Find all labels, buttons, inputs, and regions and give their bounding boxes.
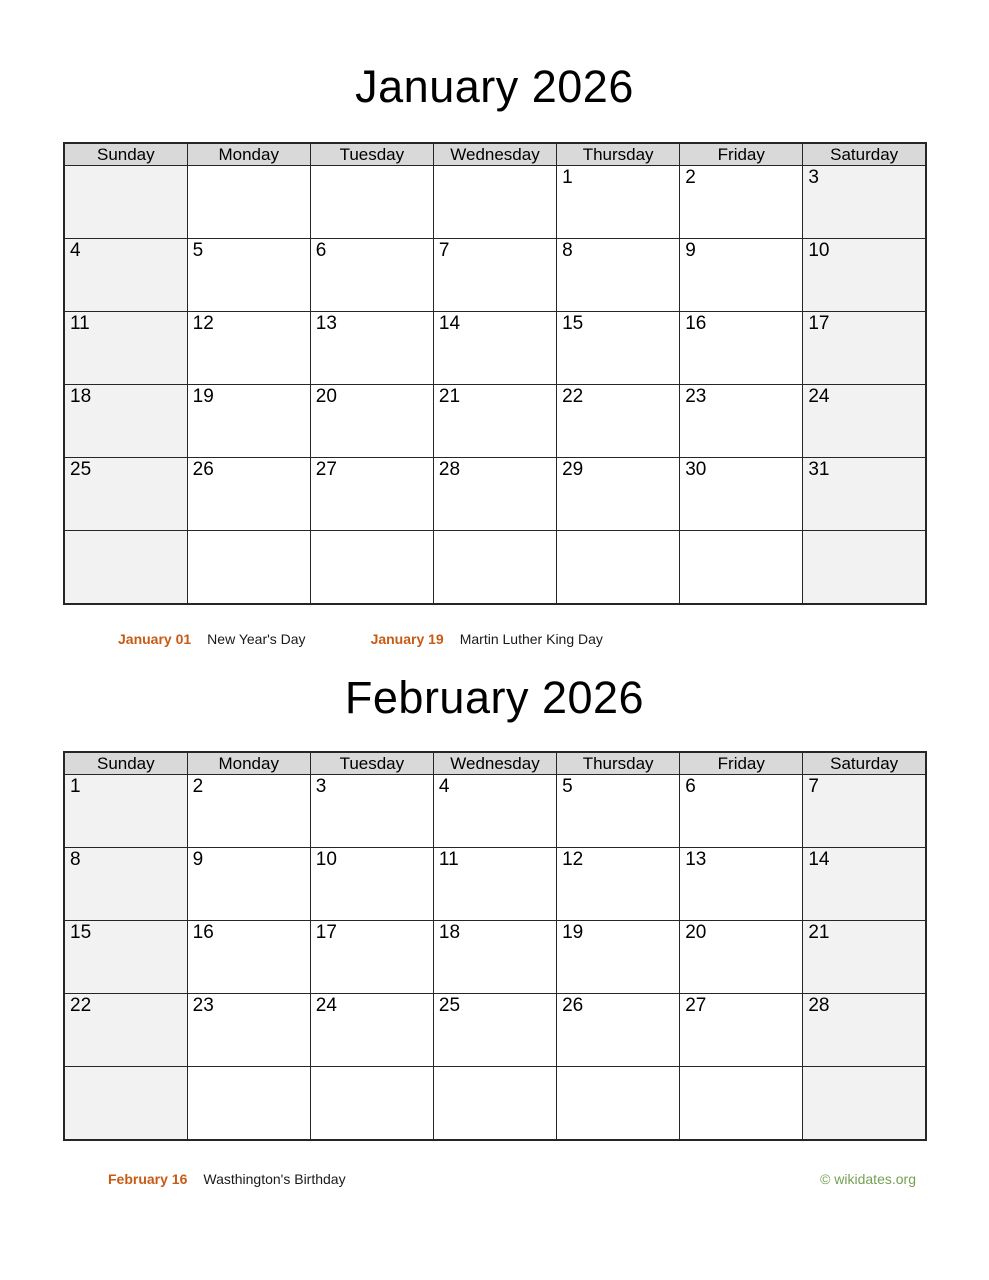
weekday-header-friday: Friday — [680, 143, 803, 166]
weekday-header-row — [64, 752, 926, 775]
february-calendar-table — [63, 751, 927, 1141]
day-cell-2: 2 — [187, 775, 310, 848]
day-cell-12: 12 — [187, 312, 310, 385]
day-cell-4: 4 — [64, 239, 187, 312]
holiday-date: February 16 — [108, 1171, 188, 1187]
week-row — [64, 994, 926, 1067]
day-cell-empty — [557, 531, 680, 605]
day-cell-5: 5 — [557, 775, 680, 848]
weekday-header-thursday: Thursday — [557, 752, 680, 775]
weekday-header-saturday: Saturday — [803, 143, 926, 166]
day-cell-21: 21 — [803, 921, 926, 994]
day-cell-6: 6 — [310, 239, 433, 312]
day-cell-24: 24 — [310, 994, 433, 1067]
day-cell-10: 10 — [803, 239, 926, 312]
day-cell-22: 22 — [557, 385, 680, 458]
day-cell-empty — [433, 1067, 556, 1141]
day-cell-19: 19 — [557, 921, 680, 994]
day-cell-23: 23 — [187, 994, 310, 1067]
january-holiday-list — [118, 631, 989, 647]
january-title: January 2026 — [355, 61, 634, 112]
page-footer — [108, 1171, 916, 1187]
day-cell-empty — [557, 1067, 680, 1141]
day-cell-15: 15 — [64, 921, 187, 994]
day-cell-16: 16 — [680, 312, 803, 385]
day-cell-26: 26 — [557, 994, 680, 1067]
day-cell-17: 17 — [803, 312, 926, 385]
day-cell-8: 8 — [64, 848, 187, 921]
day-cell-23: 23 — [680, 385, 803, 458]
day-cell-19: 19 — [187, 385, 310, 458]
day-cell-7: 7 — [803, 775, 926, 848]
day-cell-empty — [680, 1067, 803, 1141]
day-cell-16: 16 — [187, 921, 310, 994]
february-holiday-list — [108, 1171, 411, 1187]
day-cell-9: 9 — [187, 848, 310, 921]
day-cell-empty — [680, 531, 803, 605]
day-cell-20: 20 — [310, 385, 433, 458]
day-cell-11: 11 — [433, 848, 556, 921]
weekday-header-friday: Friday — [680, 752, 803, 775]
month-section-february — [0, 669, 989, 1141]
day-cell-18: 18 — [433, 921, 556, 994]
weekday-header-tuesday: Tuesday — [310, 752, 433, 775]
day-cell-13: 13 — [680, 848, 803, 921]
day-cell-15: 15 — [557, 312, 680, 385]
day-cell-8: 8 — [557, 239, 680, 312]
day-cell-empty — [310, 1067, 433, 1141]
week-row — [64, 458, 926, 531]
day-cell-14: 14 — [433, 312, 556, 385]
day-cell-empty — [433, 166, 556, 239]
weekday-header-sunday: Sunday — [64, 143, 187, 166]
day-cell-empty — [64, 166, 187, 239]
day-cell-12: 12 — [557, 848, 680, 921]
week-row — [64, 848, 926, 921]
day-cell-11: 11 — [64, 312, 187, 385]
day-cell-29: 29 — [557, 458, 680, 531]
week-row — [64, 385, 926, 458]
day-cell-13: 13 — [310, 312, 433, 385]
weekday-header-row — [64, 143, 926, 166]
day-cell-25: 25 — [64, 458, 187, 531]
weekday-header-thursday: Thursday — [557, 143, 680, 166]
week-row — [64, 166, 926, 239]
day-cell-26: 26 — [187, 458, 310, 531]
day-cell-3: 3 — [310, 775, 433, 848]
day-cell-empty — [433, 531, 556, 605]
day-cell-18: 18 — [64, 385, 187, 458]
weekday-header-monday: Monday — [187, 752, 310, 775]
day-cell-9: 9 — [680, 239, 803, 312]
holiday-name: Wasthington's Birthday — [203, 1171, 346, 1187]
weekday-header-saturday: Saturday — [803, 752, 926, 775]
week-row — [64, 531, 926, 605]
february-weekday-header — [64, 752, 926, 775]
copyright-link[interactable]: © wikidates.org — [820, 1171, 916, 1187]
week-row — [64, 312, 926, 385]
day-cell-empty — [310, 166, 433, 239]
day-cell-empty — [187, 166, 310, 239]
january-weekday-header — [64, 143, 926, 166]
day-cell-17: 17 — [310, 921, 433, 994]
day-cell-7: 7 — [433, 239, 556, 312]
day-cell-3: 3 — [803, 166, 926, 239]
day-cell-2: 2 — [680, 166, 803, 239]
day-cell-27: 27 — [680, 994, 803, 1067]
month-section-january — [0, 58, 989, 647]
day-cell-6: 6 — [680, 775, 803, 848]
day-cell-25: 25 — [433, 994, 556, 1067]
weekday-header-tuesday: Tuesday — [310, 143, 433, 166]
holiday-entry — [108, 1171, 346, 1187]
holiday-name: New Year's Day — [207, 631, 306, 647]
day-cell-empty — [187, 1067, 310, 1141]
day-cell-5: 5 — [187, 239, 310, 312]
holiday-date: January 19 — [370, 631, 444, 647]
weekday-header-monday: Monday — [187, 143, 310, 166]
holiday-name: Martin Luther King Day — [459, 631, 603, 647]
week-row — [64, 1067, 926, 1141]
day-cell-28: 28 — [433, 458, 556, 531]
weekday-header-wednesday: Wednesday — [433, 752, 556, 775]
day-cell-28: 28 — [803, 994, 926, 1067]
weekday-header-sunday: Sunday — [64, 752, 187, 775]
day-cell-empty — [803, 1067, 926, 1141]
day-cell-30: 30 — [680, 458, 803, 531]
holiday-date: January 01 — [118, 631, 192, 647]
day-cell-24: 24 — [803, 385, 926, 458]
day-cell-10: 10 — [310, 848, 433, 921]
january-calendar-table — [63, 142, 927, 605]
weekday-header-wednesday: Wednesday — [433, 143, 556, 166]
holiday-entry — [371, 631, 603, 647]
day-cell-empty — [187, 531, 310, 605]
holiday-entry — [118, 631, 306, 647]
week-row — [64, 921, 926, 994]
day-cell-20: 20 — [680, 921, 803, 994]
day-cell-empty — [64, 531, 187, 605]
january-calendar-body — [64, 166, 926, 605]
day-cell-1: 1 — [557, 166, 680, 239]
day-cell-22: 22 — [64, 994, 187, 1067]
february-title: February 2026 — [344, 672, 645, 723]
week-row — [64, 239, 926, 312]
day-cell-14: 14 — [803, 848, 926, 921]
day-cell-empty — [64, 1067, 187, 1141]
day-cell-empty — [310, 531, 433, 605]
day-cell-31: 31 — [803, 458, 926, 531]
day-cell-1: 1 — [64, 775, 187, 848]
day-cell-empty — [803, 531, 926, 605]
day-cell-27: 27 — [310, 458, 433, 531]
day-cell-4: 4 — [433, 775, 556, 848]
february-calendar-body — [64, 775, 926, 1141]
week-row — [64, 775, 926, 848]
day-cell-21: 21 — [433, 385, 556, 458]
